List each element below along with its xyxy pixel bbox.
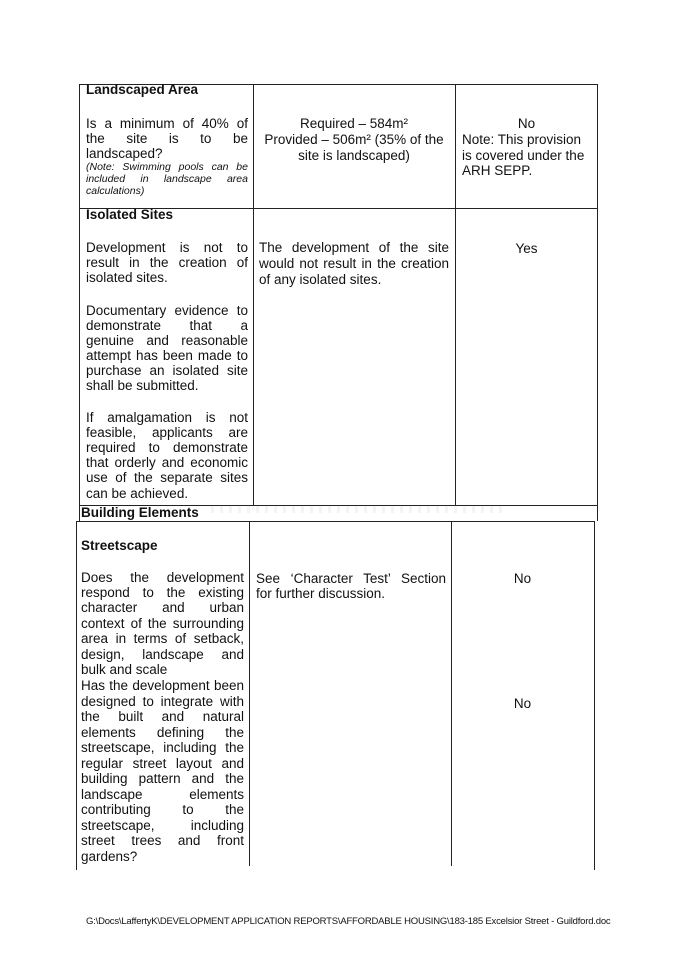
requirement-line: landscaped? bbox=[86, 146, 163, 161]
requirement-line: regular street layout and bbox=[81, 756, 244, 771]
requirement-line: required to demonstrate bbox=[86, 440, 248, 455]
table-left-border-lower bbox=[76, 521, 77, 870]
requirement-line: street trees and front bbox=[81, 833, 244, 848]
scan-artifact bbox=[205, 505, 505, 513]
isolated-compliance: Yes bbox=[515, 241, 538, 256]
compliance-line: ARH SEPP. bbox=[462, 163, 533, 178]
requirement-line: use of the separate sites bbox=[86, 470, 248, 485]
row-divider-streetscape bbox=[76, 521, 595, 522]
provided-line: for further discussion. bbox=[256, 586, 386, 601]
footer-file-path: G:\Docs\LaffertyK\DEVELOPMENT APPLICATION REPORTS\AFFORDABLE HOUSING\183-185 Excelsior Street - Guildford.doc bbox=[86, 916, 611, 927]
section-title-streetscape: Streetscape bbox=[81, 538, 158, 553]
requirement-line: purchase an isolated site bbox=[86, 363, 248, 378]
requirement-line: designed to integrate with bbox=[81, 694, 244, 709]
requirement-line: attempt has been made to bbox=[86, 348, 248, 363]
requirement-note-line: included in landscape area bbox=[86, 173, 248, 185]
provided-line: See ‘Character Test’ Section bbox=[256, 571, 446, 586]
table-left-border-upper bbox=[79, 84, 80, 521]
requirement-line: context of the surrounding bbox=[81, 616, 244, 631]
requirement-line: area in terms of setback, bbox=[81, 631, 244, 646]
col-divider-2-lower bbox=[451, 521, 452, 866]
requirement-line: Documentary evidence to bbox=[86, 303, 248, 318]
requirement-line: character and urban bbox=[81, 600, 244, 615]
compliance-line: No bbox=[517, 116, 536, 131]
requirement-line: If amalgamation is not bbox=[86, 410, 248, 425]
requirement-line: elements defining the bbox=[81, 725, 244, 740]
provided-line: of any isolated sites. bbox=[259, 272, 382, 287]
requirement-line: Development is not to bbox=[86, 240, 248, 255]
requirement-line: shall be submitted. bbox=[86, 378, 199, 393]
requirement-line: result in the creation of bbox=[86, 255, 248, 270]
requirement-line: design, landscape and bbox=[81, 647, 244, 662]
streetscape-compliance-1: No bbox=[513, 571, 532, 586]
requirement-line: building pattern and the bbox=[81, 771, 244, 786]
requirement-line: bulk and scale bbox=[81, 662, 168, 677]
requirement-line: feasible, applicants are bbox=[86, 425, 248, 440]
table-right-border-lower bbox=[594, 521, 595, 870]
requirement-line: contributing to the bbox=[81, 802, 244, 817]
provided-line: would not result in the creation bbox=[259, 256, 449, 271]
requirement-line: Does the development bbox=[81, 570, 244, 585]
requirement-line: that orderly and economic bbox=[86, 455, 248, 470]
provided-line: site is landscaped) bbox=[298, 148, 410, 163]
requirement-line: gardens? bbox=[81, 849, 138, 864]
requirement-line: isolated sites. bbox=[86, 270, 168, 285]
col-divider-1-upper bbox=[253, 84, 254, 505]
section-title-isolated-sites: Isolated Sites bbox=[86, 207, 174, 222]
requirement-line: landscape elements bbox=[81, 787, 244, 802]
section-title-landscaped-area: Landscaped Area bbox=[86, 82, 199, 97]
requirement-note-line: calculations) bbox=[86, 185, 145, 197]
col-divider-1-lower bbox=[249, 521, 250, 866]
requirement-line: Has the development been bbox=[81, 678, 244, 693]
requirement-line: the built and natural bbox=[81, 709, 244, 724]
streetscape-compliance-2: No bbox=[513, 696, 532, 711]
requirement-line: demonstrate that a bbox=[86, 318, 248, 333]
col-divider-2-upper bbox=[455, 84, 456, 505]
requirement-line: the site is to be bbox=[86, 131, 248, 146]
requirement-line: genuine and reasonable bbox=[86, 333, 248, 348]
requirement-line: Is a minimum of 40% of bbox=[86, 116, 248, 131]
compliance-line: Note: This provision bbox=[462, 132, 582, 147]
requirement-note-line: (Note: Swimming pools can be bbox=[86, 161, 248, 173]
provided-line: Required – 584m² bbox=[299, 116, 409, 131]
requirement-line: respond to the existing bbox=[81, 585, 244, 600]
table-right-border-upper bbox=[597, 84, 598, 521]
requirement-line: streetscape, including the bbox=[81, 740, 244, 755]
requirement-line: can be achieved. bbox=[86, 486, 189, 501]
compliance-line: is covered under the bbox=[462, 148, 585, 163]
requirement-line: streetscape, including bbox=[81, 818, 244, 833]
provided-line: The development of the site bbox=[259, 240, 449, 255]
provided-line: Provided – 506m² (35% of the bbox=[264, 132, 444, 147]
section-title-building-elements: Building Elements bbox=[81, 505, 199, 520]
